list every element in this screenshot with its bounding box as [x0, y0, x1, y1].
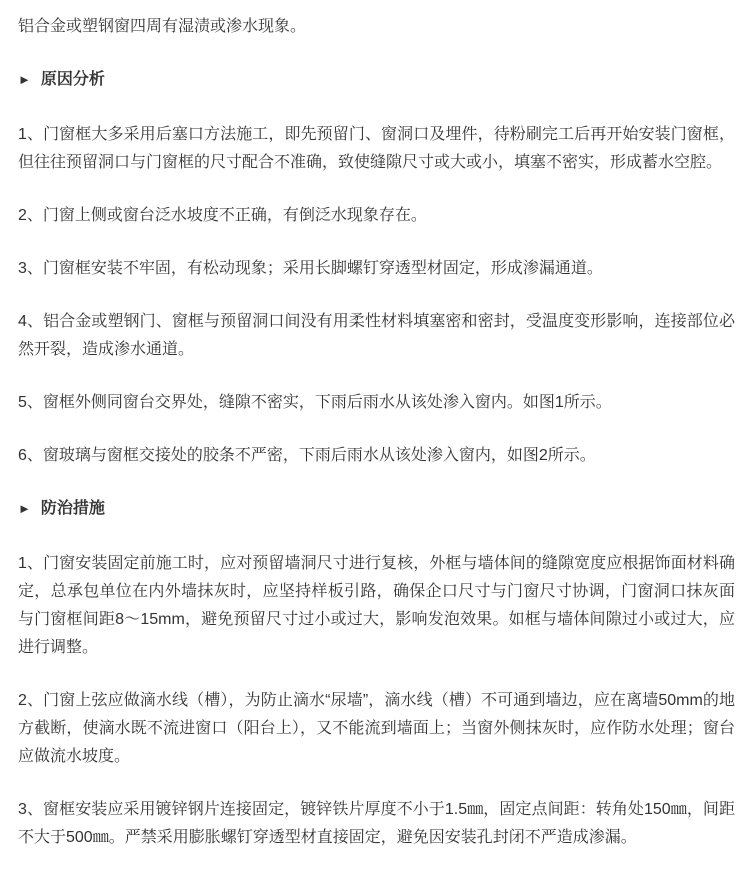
prevention-paragraph-1: 1、门窗安装固定前施工时，应对预留墙洞尺寸进行复核，外框与墙体间的缝隙宽度应根据饰面材料确定，总承包单位在内外墙抹灰时，应坚持样板引路，确保企口尺寸与门窗尺寸协调，门窗洞口抹灰面与门窗框间距8～15mm，避免预留尺寸过小或过大，影响发泡效果。如框与墙体间隙过小或过大，应进行调整。	[18, 555, 735, 656]
cause-paragraph-5: 5、窗框外侧同窗台交界处，缝隙不密实，下雨后雨水从该处渗入窗内。如图1所示。	[18, 394, 612, 411]
cause-paragraph-2: 2、门窗上侧或窗台泛水坡度不正确，有倒泛水现象存在。	[18, 207, 427, 224]
section-heading-label: 原因分析	[40, 71, 105, 88]
cause-paragraph-3: 3、门窗框安装不牢固，有松动现象；采用长脚螺钉穿透型材固定，形成渗漏通道。	[18, 260, 603, 277]
cause-paragraph-1: 1、门窗框大多采用后塞口方法施工，即先预留门、窗洞口及埋件，待粉刷完工后再开始安装门窗框，但往往预留洞口与门窗框的尺寸配合不准确，致使缝隙尺寸或大或小，填塞不密实，形成蓄水空腔。	[18, 126, 735, 171]
prevention-paragraph-2: 2、门窗上弦应做滴水线（槽），为防止滴水“尿墙”，滴水线（槽）不可通到墙边，应在离墙50mm的地方截断，使滴水既不流进窗口（阳台上），又不能流到墙面上；当窗外侧抹灰时，应作防水处理；窗台应做流水坡度。	[18, 692, 735, 765]
section-heading-label: 防治措施	[40, 500, 105, 517]
prevention-paragraph-3: 3、窗框安装应采用镀锌钢片连接固定，镀锌铁片厚度不小于1.5㎜，固定点间距：转角处150㎜，间距不大于500㎜。严禁采用膨胀螺钉穿透型材直接固定，避免因安装孔封闭不严造成渗漏。	[18, 801, 735, 846]
right-triangle-bullet-icon: ►	[18, 72, 31, 87]
intro-paragraph: 铝合金或塑钢窗四周有湿渍或渗水现象。	[18, 18, 307, 35]
section-heading-cause-analysis	[18, 66, 735, 94]
right-triangle-bullet-icon: ►	[18, 501, 31, 516]
cause-paragraph-6: 6、窗玻璃与窗框交接处的胶条不严密，下雨后雨水从该处渗入窗内，如图2所示。	[18, 447, 596, 464]
section-heading-prevention-measures	[18, 495, 735, 523]
cause-paragraph-4: 4、铝合金或塑钢门、窗框与预留洞口间没有用柔性材料填塞密和密封，受温度变形影响，连接部位必然开裂，造成渗水通道。	[18, 313, 735, 358]
